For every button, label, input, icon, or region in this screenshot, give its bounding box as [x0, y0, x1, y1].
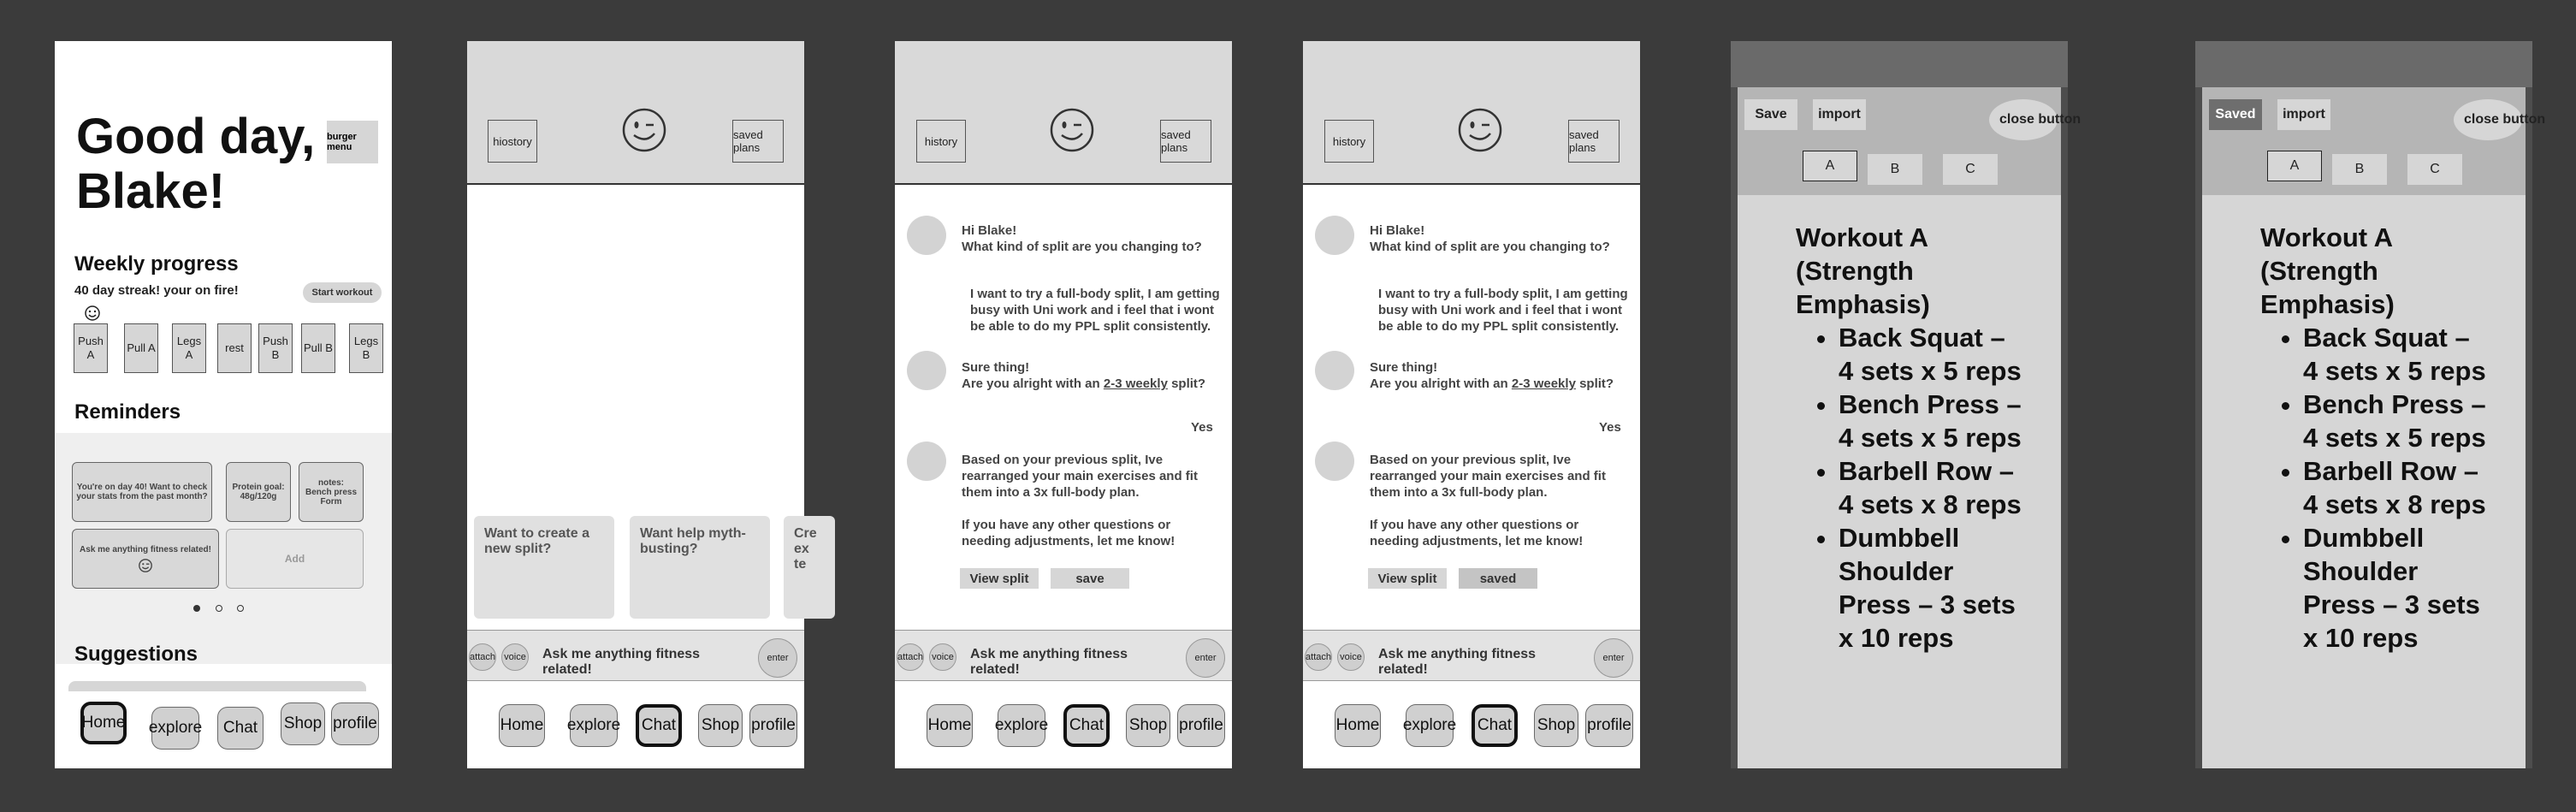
day-push-b[interactable]: Push B [258, 323, 293, 373]
reminder-ask-card[interactable] [72, 529, 219, 589]
saved-plans-button[interactable]: saved plans [1160, 120, 1211, 163]
bot-message-2 [962, 359, 1227, 392]
close-button-label: close button [1999, 112, 2082, 127]
streak-text: 40 day streak! your on fire! [74, 283, 239, 298]
workout-title: Workout A (Strength Emphasis) [2260, 222, 2395, 319]
close-button[interactable] [1989, 99, 2082, 140]
nav-home[interactable]: Home [1335, 704, 1381, 747]
close-button[interactable] [2454, 99, 2546, 140]
attach-button[interactable]: attach [469, 643, 496, 671]
tab-c[interactable]: C [1943, 154, 1998, 185]
bot-message-2-prefix: Are you alright with an [1370, 376, 1512, 391]
view-split-button[interactable]: View split [1368, 568, 1447, 589]
wink-face-icon [138, 558, 153, 573]
nav-shop[interactable]: Shop [698, 704, 743, 747]
enter-button[interactable]: enter [1594, 638, 1633, 678]
reminder-notes-card[interactable]: notes: Bench press Form [299, 462, 364, 522]
bot-message-2-line1: Sure thing! [1370, 360, 1438, 375]
reminder-protein-card[interactable]: Protein goal: 48g/120g [226, 462, 291, 522]
nav-chat[interactable]: Chat [1472, 704, 1518, 747]
nav-profile[interactable]: profile [1177, 704, 1225, 747]
exercise-item: • Back Squat – 4 sets x 5 reps [1839, 321, 2027, 388]
exercise-item: • Barbell Row – 4 sets x 8 reps [2303, 454, 2491, 521]
user-message-1: I want to try a full-body split, I am getting busy with Uni work and i feel that i wont be able to do my PPL split consistently. [970, 287, 1220, 334]
carousel-dot-1[interactable] [193, 605, 200, 612]
nav-profile[interactable]: profile [749, 704, 797, 747]
burger-menu-button[interactable]: burger menu [327, 121, 378, 163]
nav-home[interactable]: Home [80, 702, 127, 744]
exercise-item: • Back Squat – 4 sets x 5 reps [2303, 321, 2491, 388]
bot-avatar [907, 351, 946, 390]
bot-message-2-suffix: split? [1575, 376, 1614, 391]
reminder-day40-card[interactable]: You're on day 40! Want to check your stats from the past month? [72, 462, 212, 522]
bot-avatar [1315, 216, 1354, 255]
greeting-title: Good day, Blake! [76, 109, 316, 219]
nav-shop[interactable]: Shop [281, 702, 325, 745]
exercise-item: • Barbell Row – 4 sets x 8 reps [1839, 454, 2027, 521]
view-split-button[interactable]: View split [960, 568, 1039, 589]
user-message-1: I want to try a full-body split, I am getting busy with Uni work and i feel that i wont be able to do my PPL split consistently. [1378, 287, 1628, 334]
wink-face-icon [1456, 106, 1504, 154]
chat-input[interactable]: Ask me anything fitness related! [542, 647, 701, 677]
reminders-title: Reminders [74, 400, 181, 424]
nav-chat[interactable]: Chat [636, 704, 682, 747]
day-pull-a[interactable]: Pull A [124, 323, 158, 373]
voice-button[interactable]: voice [1337, 643, 1365, 671]
nav-shop[interactable]: Shop [1534, 704, 1578, 747]
bot-avatar [1315, 442, 1354, 481]
exercise-item: • Dumbbell Shoulder Press – 3 sets x 10 reps [1839, 521, 2027, 655]
home-screen [55, 41, 392, 768]
tab-b[interactable]: B [2332, 154, 2387, 185]
user-message-2: Yes [1191, 420, 1213, 435]
reminder-ask-text: Ask me anything fitness related! [80, 544, 211, 554]
bot-avatar [907, 442, 946, 481]
exercise-list [2260, 321, 2491, 655]
day-pull-b[interactable]: Pull B [301, 323, 335, 373]
prompt-card-new-split[interactable]: Want to create a new split? [474, 516, 614, 619]
carousel-dot-2[interactable] [216, 605, 222, 612]
enter-button[interactable]: enter [758, 638, 797, 678]
start-workout-button[interactable]: Start workout [303, 282, 382, 303]
workout-content [1796, 221, 2027, 655]
nav-profile[interactable]: profile [1585, 704, 1633, 747]
nav-explore[interactable]: explore [1406, 704, 1454, 747]
user-message-2: Yes [1599, 420, 1621, 435]
modal-backdrop-top [1731, 41, 2068, 87]
saved-plans-button[interactable]: saved plans [732, 120, 784, 163]
saved-plans-button[interactable]: saved plans [1568, 120, 1620, 163]
chat-input[interactable]: Ask me anything fitness related! [1378, 647, 1537, 677]
exercise-item: • Dumbbell Shoulder Press – 3 sets x 10 reps [2303, 521, 2491, 655]
suggestions-title: Suggestions [74, 643, 198, 666]
history-button[interactable]: history [1324, 120, 1374, 163]
close-button-label: close button [2464, 112, 2546, 127]
chat-empty-screen [467, 41, 817, 768]
carousel-dot-3[interactable] [237, 605, 244, 612]
enter-button[interactable]: enter [1186, 638, 1225, 678]
history-button[interactable]: history [916, 120, 966, 163]
import-button[interactable]: import [2277, 99, 2330, 130]
saved-button[interactable]: saved [1459, 568, 1537, 589]
nav-shop[interactable]: Shop [1126, 704, 1170, 747]
workout-modal-screen [1731, 41, 2082, 768]
bot-message-2-line1: Sure thing! [962, 360, 1030, 375]
modal-backdrop-top [2195, 41, 2532, 87]
bot-message-3: Based on your previous split, Ive rearranged your main exercises and fit them into a 3x full-body plan. If you have any other questions or needing adjustments, let me know! [962, 453, 1198, 548]
tab-a[interactable]: A [2267, 151, 2322, 181]
split-frequency-link[interactable]: 2-3 weekly [1511, 376, 1576, 391]
tab-c[interactable]: C [2407, 154, 2462, 185]
tab-a[interactable]: A [1803, 151, 1857, 181]
nav-home[interactable]: Home [927, 704, 973, 747]
exercise-item: • Bench Press – 4 sets x 5 reps [2303, 388, 2491, 454]
bot-message-2-prefix: Are you alright with an [962, 376, 1104, 391]
nav-chat[interactable]: Chat [1063, 704, 1110, 747]
nav-explore[interactable]: explore [151, 707, 199, 750]
bot-message-1: Hi Blake! What kind of split are you changing to? [1370, 223, 1610, 254]
reminder-add-card[interactable]: Add [226, 529, 364, 589]
day-legs-b[interactable]: Legs B [349, 323, 383, 373]
import-button[interactable]: import [1813, 99, 1866, 130]
bot-message-2 [1370, 359, 1635, 392]
chat-input[interactable]: Ask me anything fitness related! [970, 647, 1128, 677]
history-button[interactable]: hiostory [488, 120, 537, 163]
prompt-card-partial[interactable]: Cre ex te [784, 516, 835, 619]
saved-button[interactable]: Saved [2209, 99, 2262, 130]
voice-button[interactable]: voice [929, 643, 956, 671]
day-rest[interactable]: rest [217, 323, 252, 373]
bot-message-3: Based on your previous split, Ive rearranged your main exercises and fit them into a 3x full-body plan. If you have any other questions or needing adjustments, let me know! [1370, 453, 1606, 548]
voice-button[interactable]: voice [501, 643, 529, 671]
nav-profile[interactable]: profile [331, 702, 379, 745]
attach-button[interactable]: attach [897, 643, 924, 671]
nav-home[interactable]: Home [499, 704, 545, 747]
chat-conversation-screen [895, 41, 1232, 768]
bot-avatar [1315, 351, 1354, 390]
day-legs-a[interactable]: Legs A [172, 323, 206, 373]
split-frequency-link[interactable]: 2-3 weekly [1103, 376, 1168, 391]
weekly-progress-title: Weekly progress [74, 252, 239, 276]
chat-saved-screen [1303, 41, 1640, 768]
prompt-card-myth-busting[interactable]: Want help myth-busting? [630, 516, 770, 619]
tab-b[interactable]: B [1868, 154, 1922, 185]
bot-message-1: Hi Blake! What kind of split are you changing to? [962, 223, 1202, 254]
save-button[interactable]: Save [1744, 99, 1797, 130]
save-button[interactable]: save [1051, 568, 1129, 589]
bot-avatar [907, 216, 946, 255]
streak-face-icon [84, 305, 101, 322]
nav-chat[interactable]: Chat [217, 707, 264, 750]
bot-message-2-suffix: split? [1167, 376, 1206, 391]
wink-face-icon [1048, 106, 1096, 154]
exercise-item: • Bench Press – 4 sets x 5 reps [1839, 388, 2027, 454]
workout-saved-screen [2195, 41, 2546, 768]
workout-title: Workout A (Strength Emphasis) [1796, 222, 1930, 319]
nav-explore[interactable]: explore [998, 704, 1045, 747]
attach-button[interactable]: attach [1305, 643, 1332, 671]
wink-face-icon [620, 106, 668, 154]
exercise-list [1796, 321, 2027, 655]
day-push-a[interactable]: Push A [74, 323, 108, 373]
nav-explore[interactable]: explore [570, 704, 618, 747]
workout-content [2260, 221, 2491, 655]
